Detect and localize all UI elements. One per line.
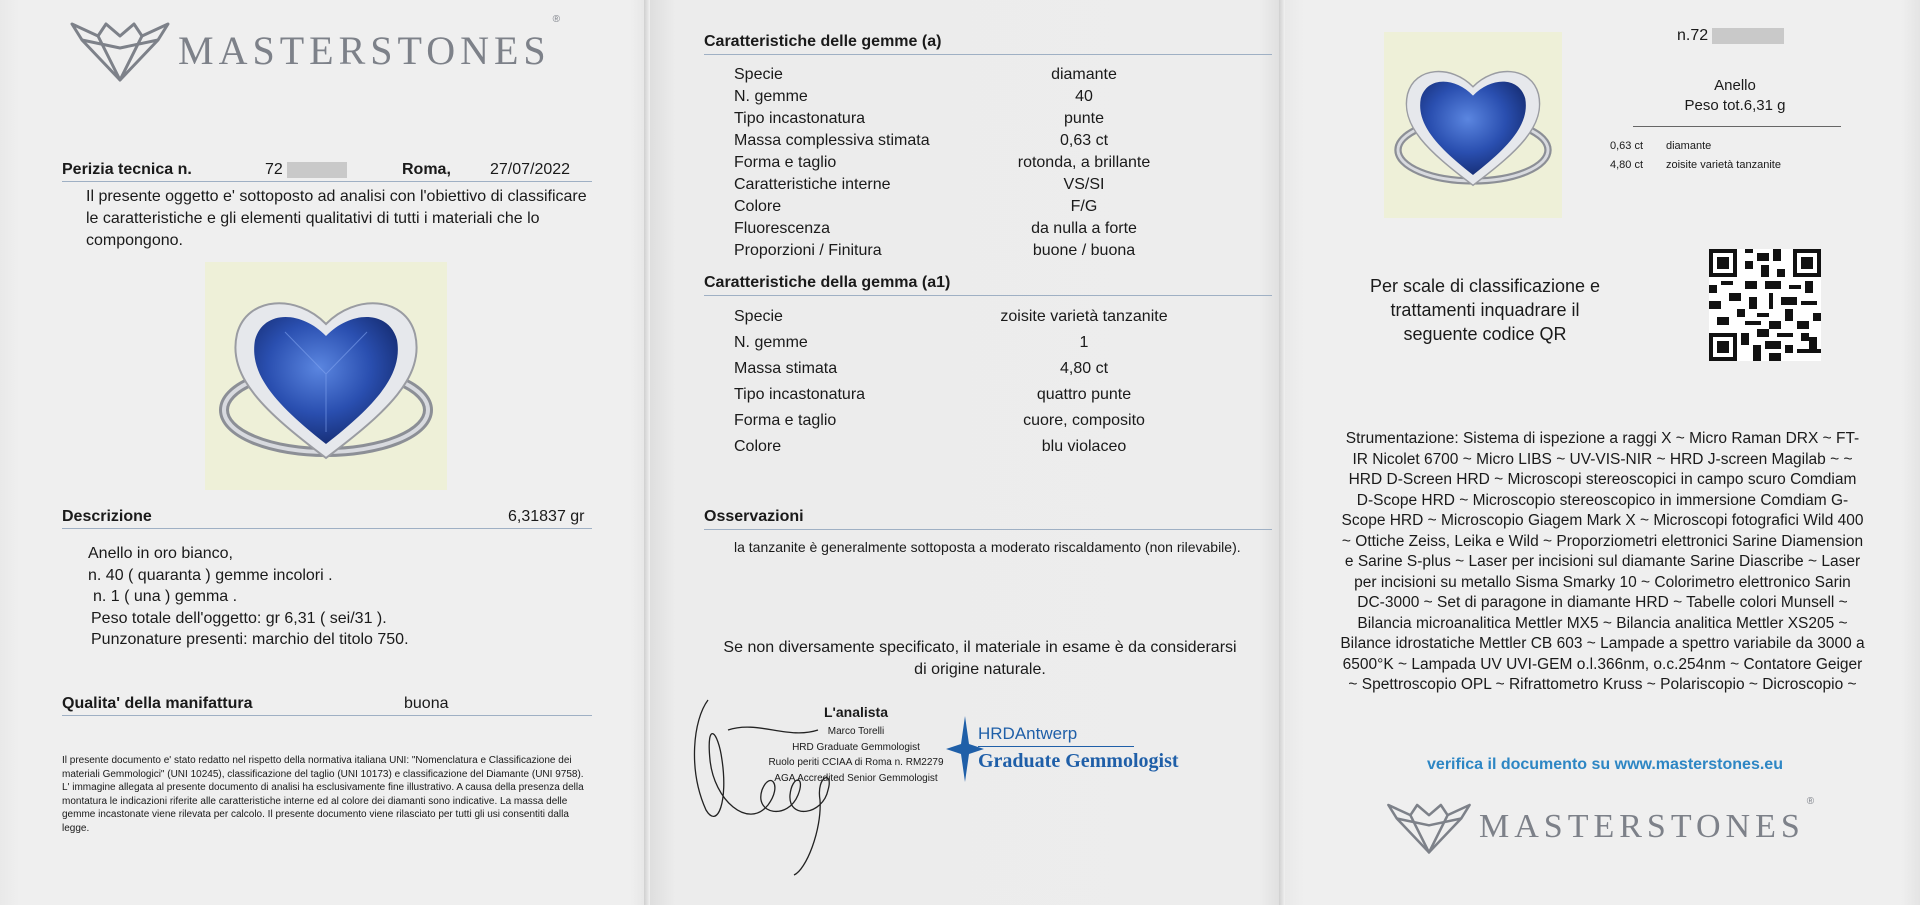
table-row: [734, 108, 1204, 130]
report-date: 27/07/2022: [490, 161, 571, 178]
table-row: [734, 130, 1204, 152]
table-row: [734, 152, 1204, 174]
observations-title: Osservazioni: [704, 508, 804, 525]
masterstones-emblem-icon: [68, 14, 172, 86]
spec-key: Colore: [734, 198, 782, 215]
redacted-number: [1712, 28, 1784, 44]
report-number: [265, 159, 347, 180]
table-row: [734, 304, 1204, 330]
left-panel: [0, 0, 650, 905]
gem-a-table: [734, 64, 1204, 262]
hrd-title: Graduate Gemmologist: [978, 750, 1179, 772]
spec-value: 1: [1079, 334, 1089, 351]
item-title: Anello: [1714, 77, 1756, 94]
spec-key: Specie: [734, 66, 783, 83]
redacted-number: [287, 162, 347, 178]
description-line: Anello in oro bianco,: [88, 545, 233, 562]
table-row: [734, 356, 1204, 382]
analyst-line: HRD Graduate Gemmologist: [792, 741, 920, 753]
spec-key: N. gemme: [734, 88, 808, 105]
spec-value: punte: [1063, 110, 1105, 127]
masterstones-emblem-icon: [1385, 796, 1473, 858]
certificate-number-prefix: n.72: [1677, 27, 1709, 44]
quality-label: Qualita' della manifattura: [62, 695, 253, 712]
table-row: [734, 434, 1204, 460]
verify-link[interactable]: verifica il documento su www.masterstones.eu: [1427, 756, 1783, 773]
table-row: [734, 218, 1204, 240]
registered-mark: ®: [1806, 796, 1815, 807]
masterstones-logo-footer: [1385, 796, 1814, 858]
analyst-line: AGA Accredited Senior Gemmologist: [774, 772, 938, 784]
analyst-title: L'analista: [823, 704, 889, 720]
composition-row: [1610, 137, 1781, 156]
spec-key: Caratteristiche interne: [734, 176, 891, 193]
spec-value: diamante: [1051, 66, 1117, 83]
section-a-title: Caratteristiche delle gemme (a): [704, 33, 942, 50]
composition-row: [1610, 156, 1781, 175]
quality-value: buona: [404, 695, 449, 712]
middle-panel: [650, 0, 1285, 905]
gem-a1-table: [734, 304, 1204, 460]
spec-key: Massa complessiva stimata: [734, 132, 930, 149]
spec-value: F/G: [1070, 198, 1098, 215]
analyst-line: Ruolo periti CCIAA di Roma n. RM2279: [768, 757, 944, 768]
spec-value: VS/SI: [1063, 176, 1105, 193]
table-row: [734, 240, 1204, 262]
spec-key: N. gemme: [734, 334, 808, 351]
composition-list: [1610, 137, 1781, 175]
instruments-list: Strumentazione: Sistema di ispezione a raggi X ~ Micro Raman DRX ~ FT-IR Nicolet 6700 ~ Micro LIBS ~ UV-VIS-NIR ~ HRD J-screen Magilab ~ ~ HRD D-Screen HRD ~ Microscopi stereoscopici in campo scuro Comdiam D-Scope HRD ~ Microscopio stereoscopico in immersione Comdiam G-Scope HRD ~ Microscopio Giagem Mark X ~ Microscopi fotografici Wild 400 ~ Ottiche Zeiss, Leika e Wild ~ Proporziometri elettronici Sarine Diamension e Sarine S-plus ~ Laser per incisioni sul diamante Sarine Diascribe ~ Laser per incisioni su metallo Sisma Smarky 10 ~ Colorimetro elettronico Sarin DC-3000 ~ Set di paragone in diamante HRD ~ Tabelle colori Munsell ~ Bilancia microanalitica Mettler MX5 ~ Bilancia analitica Mettler XS205 ~ Bilance idrostatiche Mettler CB 603 ~ Lampade a spettro variabile da 3000 a 6500°K ~ Lampada UV UVI-GEM o.l.366nm, o.c.254nm ~ Contatore Geiger ~ Spettroscopio OPL ~ Rifrattometro Kruss ~ Polariscopio ~ Dicroscopio ~: [1340, 430, 1865, 693]
report-label: Perizia tecnica n.: [62, 161, 192, 178]
spec-value: quattro punte: [1036, 386, 1132, 403]
spec-key: Forma e taglio: [734, 154, 837, 171]
heart-ring-thumbnail-image: [1384, 32, 1562, 218]
spec-key: Tipo incastonatura: [734, 110, 866, 127]
spec-key: Forma e taglio: [734, 412, 837, 429]
table-row: [734, 64, 1204, 86]
observations-rule: [704, 529, 1272, 530]
table-row: [734, 196, 1204, 218]
section-a1-title: Caratteristiche della gemma (a1): [704, 274, 951, 291]
hrd-name: HRDAntwerp: [978, 724, 1078, 743]
composition-ct: 0,63 ct: [1610, 140, 1644, 152]
registered-mark: ®: [552, 14, 561, 25]
heart-ring-image: [205, 262, 447, 490]
city-label: Roma,: [402, 161, 451, 178]
description-list: [88, 543, 409, 651]
spec-value: blu violaceo: [1041, 438, 1127, 455]
certificate-number: [1677, 25, 1784, 46]
brand-name: MASTERSTONES: [1479, 808, 1805, 845]
description-rule: [62, 528, 592, 529]
report-number-prefix: 72: [265, 161, 283, 178]
spec-value: cuore, composito: [1023, 412, 1145, 429]
origin-note: Se non diversamente specificato, il materiale in esame è da considerarsi di origine naturale.: [723, 639, 1237, 678]
section-a1-rule: [704, 295, 1272, 296]
spec-value: buone / buona: [1032, 242, 1136, 259]
analyst-line: Marco Torelli: [827, 726, 885, 737]
spec-key: Fluorescenza: [734, 220, 831, 237]
spec-key: Specie: [734, 308, 783, 325]
composition-ct: 4,80 ct: [1610, 159, 1644, 171]
qr-instruction: Per scale di classificazione e trattamenti inquadrare il seguente codice QR: [1369, 276, 1601, 344]
masterstones-logo: [68, 14, 560, 86]
quality-rule: [62, 715, 592, 716]
description-line: Punzonature presenti: marchio del titolo 750.: [91, 631, 409, 648]
description-line: n. 40 ( quaranta ) gemme incolori .: [88, 566, 333, 584]
ring-photo: [205, 262, 447, 490]
spec-key: Colore: [734, 438, 782, 455]
right-panel: [1285, 0, 1920, 905]
intro-text: Il presente oggetto e' sottoposto ad analisi con l'obiettivo di classificare le caratteristiche e gli elementi qualitativi di tutti i materiali che lo compongono.: [86, 188, 587, 249]
brand-name: MASTERSTONES: [178, 27, 551, 73]
section-a-rule: [704, 54, 1272, 55]
composition-name: zoisite varietà tanzanite: [1666, 159, 1781, 171]
spec-value: zoisite varietà tanzanite: [1000, 308, 1168, 325]
table-row: [734, 382, 1204, 408]
description-weight: 6,31837 gr: [508, 508, 585, 525]
spec-key: Proporzioni / Finitura: [734, 242, 882, 259]
legal-footnote: Il presente documento e' stato redatto nel rispetto della normativa italiana UNI: "Nomenclatura e Classificazione dei materiali Gemmologici" (UNI 10245), classificazione del taglio (UNI 10173) e classificazione del Diamante (UNI 9758). L' immagine allegata al presente documento di analisi ha esclusivamente fine illustrativo. A causa della presenza della montatura le indicazioni riferite alle caratteristiche interne ed al colore dei diamanti sono indicative. La massa delle gemme incastonate viene rilevata per calcolo. Il presente documento viene rilasciato per tutti gli usi consentiti dalla legge.: [62, 755, 584, 834]
header-rule: [62, 181, 592, 182]
table-row: [734, 408, 1204, 434]
qr-code[interactable]: [1709, 249, 1821, 361]
observations-text: la tanzanite è generalmente sottoposta a moderato riscaldamento (non rilevabile).: [734, 539, 1241, 555]
table-row: [734, 86, 1204, 108]
table-row: [734, 174, 1204, 196]
description-line: Peso totale dell'oggetto: gr 6,31 ( sei/31 ).: [91, 609, 387, 627]
composition-name: diamante: [1666, 140, 1712, 152]
composition-rule: [1633, 126, 1841, 127]
spec-value: 4,80 ct: [1059, 360, 1109, 377]
description-label: Descrizione: [62, 508, 152, 525]
spec-key: Tipo incastonatura: [734, 386, 866, 403]
spec-key: Massa stimata: [734, 360, 838, 377]
table-row: [734, 330, 1204, 356]
spec-value: 40: [1075, 88, 1093, 105]
spec-value: da nulla a forte: [1031, 220, 1137, 237]
spec-value: rotonda, a brillante: [1017, 154, 1151, 171]
spec-value: 0,63 ct: [1059, 132, 1109, 149]
description-line: n. 1 ( una ) gemma .: [93, 588, 238, 605]
hrd-divider: [978, 746, 1134, 747]
qr-code-icon: [1709, 249, 1821, 361]
item-weight: Peso tot.6,31 g: [1684, 97, 1786, 114]
ring-thumbnail: [1384, 32, 1562, 218]
